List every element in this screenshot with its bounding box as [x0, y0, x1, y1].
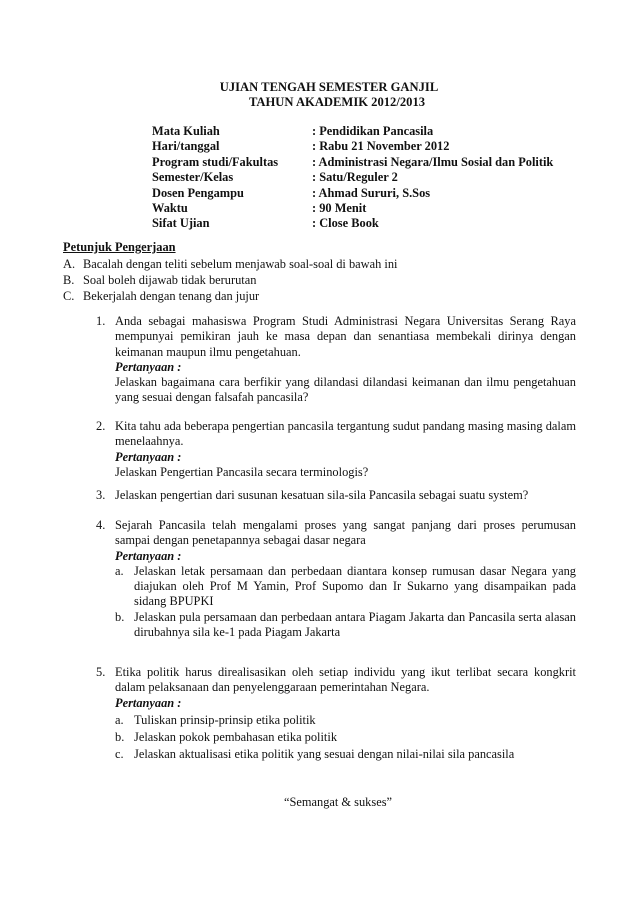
- sub-question-letter: c.: [115, 747, 124, 762]
- sub-question-b: [115, 610, 576, 641]
- closing-text: “Semangat & sukses”: [283, 795, 393, 809]
- instruction-text: Bacalah dengan teliti sebelum menjawab soal-soal di bawah ini: [83, 257, 398, 272]
- academic-year: TAHUN AKADEMIK 2012/2013: [248, 95, 426, 109]
- pertanyaan-label: Pertanyaan :: [115, 359, 182, 374]
- question-prompt: Jelaskan Pengertian Pancasila secara terminologis?: [115, 464, 369, 479]
- sub-question-text: Jelaskan pokok pembahasan etika politik: [134, 730, 338, 745]
- sub-question-letter: a.: [115, 563, 124, 578]
- info-label: Sifat Ujian: [152, 216, 210, 231]
- question-number: 5.: [96, 665, 106, 679]
- info-label: Hari/tanggal: [152, 139, 220, 154]
- info-value: : Satu/Reguler 2: [312, 170, 398, 185]
- info-label: Program studi/Fakultas: [152, 154, 279, 169]
- instruction-item: [63, 289, 398, 305]
- question-context: Sejarah Pancasila telah mengalami proses yang sangat panjang dari proses perumusan sampai dengan penetapannya sebagai dasar negara: [115, 518, 576, 548]
- info-row-date: [152, 139, 553, 154]
- sub-question-letter: a.: [115, 712, 124, 727]
- info-label: Waktu: [152, 200, 188, 215]
- instruction-text: Bekerjalah dengan tenang dan jujur: [83, 288, 260, 303]
- question-3: [96, 488, 576, 503]
- instruction-letter: C.: [63, 288, 75, 303]
- instructions: [63, 240, 398, 305]
- question-prompt: Jelaskan pengertian dari susunan kesatuan sila-sila Pancasila sebagai suatu system?: [115, 488, 529, 502]
- exam-title: UJIAN TENGAH SEMESTER GANJIL: [219, 80, 439, 94]
- question-prompt: Jelaskan bagaimana cara berfikir yang dilandasi dilandasi keimanan dan ilmu pengetahuan yang sesuai dengan falsafah pancasila?: [115, 375, 576, 405]
- question-2: [96, 419, 576, 480]
- info-value: : Rabu 21 November 2012: [312, 139, 450, 154]
- question-4: [96, 518, 576, 640]
- sub-question-text: Jelaskan pula persamaan dan perbedaan antara Piagam Jakarta dan Pancasila serta alasan dirubahnya sila ke-1 pada Piagam Jakarta: [134, 609, 576, 640]
- question-number: 4.: [96, 518, 106, 532]
- pertanyaan-label: Pertanyaan :: [115, 695, 182, 710]
- exam-info-table: [152, 124, 553, 232]
- info-value: : Pendidikan Pancasila: [312, 124, 434, 138]
- question-context: Anda sebagai mahasiswa Program Studi Administrasi Negara Universitas Serang Raya mempunyai pemikiran jauh ke masa depan dan senantiasa membekali dirinya dengan keimanan maupun ilmu pengetahuan.: [115, 314, 576, 359]
- info-value: : Close Book: [312, 216, 379, 231]
- instruction-letter: A.: [63, 257, 76, 272]
- question-context: Etika politik harus direalisasikan oleh setiap individu yang ikut terlibat secara kongkrit dalam pelaksanaan dan penyelenggaraan pemerintahan Negara.: [115, 665, 576, 695]
- info-label: Mata Kuliah: [152, 124, 220, 138]
- instructions-title: Petunjuk Pengerjaan: [63, 240, 176, 254]
- info-row-exam-type: [152, 216, 553, 231]
- sub-question-c: [115, 747, 576, 762]
- question-number: 2.: [96, 419, 106, 433]
- info-row-duration: [152, 201, 553, 216]
- question-context: Kita tahu ada beberapa pengertian pancasila tergantung sudut pandang masing masing dalam menelaahnya.: [115, 419, 576, 449]
- sub-question-b: [115, 730, 576, 745]
- sub-question-a: [115, 713, 576, 728]
- pertanyaan-label: Pertanyaan :: [115, 548, 182, 563]
- sub-question-text: Jelaskan letak persamaan dan perbedaan diantara konsep rumusan dasar Negara yang diajukan oleh Prof M Yamin, Prof Supomo dan Ir Sukarno yang disampaikan pada sidang BPUPKI: [134, 563, 576, 609]
- pertanyaan-label: Pertanyaan :: [115, 449, 182, 464]
- sub-question-text: Jelaskan aktualisasi etika politik yang sesuai dengan nilai-nilai sila pancasila: [134, 747, 515, 762]
- info-row-program: [152, 155, 553, 170]
- instruction-letter: B.: [63, 273, 75, 288]
- info-value: : 90 Menit: [312, 200, 367, 215]
- info-row-course: [152, 124, 553, 139]
- instruction-text: Soal boleh dijawab tidak berurutan: [83, 273, 257, 288]
- info-row-semester: [152, 170, 553, 185]
- info-row-lecturer: [152, 186, 553, 201]
- question-1: [96, 314, 576, 406]
- info-label: Semester/Kelas: [152, 170, 234, 185]
- question-number: 3.: [96, 488, 106, 502]
- sub-question-a: [115, 564, 576, 610]
- sub-question-letter: b.: [115, 730, 125, 745]
- question-5: [96, 665, 576, 763]
- closing-line: [0, 795, 638, 810]
- sub-question-letter: b.: [115, 609, 125, 624]
- info-value: : Administrasi Negara/Ilmu Sosial dan Politik: [312, 154, 554, 169]
- instruction-item: [63, 257, 398, 273]
- instruction-item: [63, 273, 398, 289]
- info-value: : Ahmad Sururi, S.Sos: [312, 185, 431, 200]
- question-number: 1.: [96, 314, 106, 328]
- sub-question-text: Tuliskan prinsip-prinsip etika politik: [134, 712, 316, 727]
- info-label: Dosen Pengampu: [152, 185, 244, 200]
